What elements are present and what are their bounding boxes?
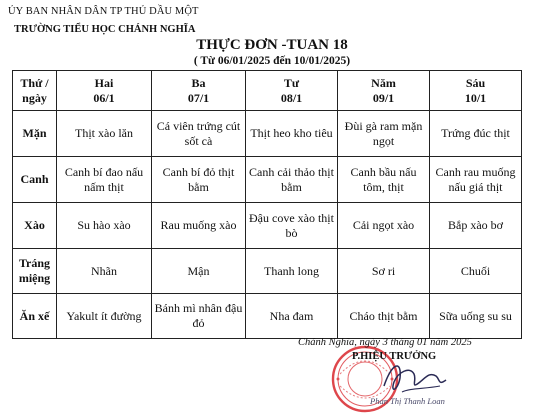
- corner-bottom: ngày: [22, 90, 47, 105]
- day-header-fri: [430, 71, 522, 111]
- principal-signature: [380, 356, 450, 398]
- menu-cell: Thịt xào lăn: [57, 111, 152, 157]
- row-label: Tráng miệng: [13, 249, 57, 294]
- menu-cell: Canh bí đao nấu nấm thịt: [57, 157, 152, 203]
- row-label: Xào: [13, 203, 57, 249]
- menu-cell: Nhãn: [57, 249, 152, 294]
- day-date: 10/1: [464, 90, 487, 105]
- corner-top: Thứ /: [20, 75, 49, 90]
- menu-cell: Sơ ri: [338, 249, 430, 294]
- menu-cell: Chuối: [430, 249, 522, 294]
- menu-cell: Thịt heo kho tiêu: [246, 111, 338, 157]
- weekly-menu-table: [12, 70, 522, 339]
- school-name: TRƯỜNG TIỂU HỌC CHÁNH NGHĨA: [14, 24, 196, 35]
- menu-cell: Canh rau muống nấu giá thịt: [430, 157, 522, 203]
- table-row: [13, 294, 522, 339]
- row-label: Ăn xế: [13, 294, 57, 339]
- menu-cell: Nha đam: [246, 294, 338, 339]
- menu-cell: Canh cải thảo thịt bằm: [246, 157, 338, 203]
- day-header-wed: [246, 71, 338, 111]
- menu-date-range: ( Từ 06/01/2025 đến 10/01/2025): [193, 55, 351, 67]
- day-name: Hai: [94, 75, 114, 90]
- menu-cell: Yakult ít đường: [57, 294, 152, 339]
- day-name: Ba: [191, 75, 206, 90]
- menu-cell: Su hào xào: [57, 203, 152, 249]
- day-name: Tư: [283, 75, 300, 90]
- menu-cell: Cháo thịt bằm: [338, 294, 430, 339]
- day-date: 08/1: [280, 90, 303, 105]
- menu-cell: Sữa uống su su: [430, 294, 522, 339]
- row-label: Canh: [13, 157, 57, 203]
- authority-name: ỦY BAN NHÂN DÂN TP THỦ DẦU MỘT: [8, 6, 199, 17]
- menu-cell: Cá viên trứng cút sốt cà: [152, 111, 246, 157]
- table-row: [13, 249, 522, 294]
- table-row: [13, 203, 522, 249]
- menu-cell: Rau muống xào: [152, 203, 246, 249]
- signer-role: P.HIỆU TRƯỞNG: [352, 351, 437, 362]
- menu-cell: Đùi gà ram mặn ngọt: [338, 111, 430, 157]
- day-date: 09/1: [372, 90, 395, 105]
- menu-cell: Canh bầu nấu tôm, thịt: [338, 157, 430, 203]
- signing-place-date: Chánh Nghĩa, ngày 3 tháng 01 năm 2025: [298, 337, 472, 348]
- day-date: 07/1: [187, 90, 210, 105]
- menu-cell: Bắp xào bơ: [430, 203, 522, 249]
- table-row: [13, 111, 522, 157]
- menu-cell: Đậu cove xào thịt bò: [246, 203, 338, 249]
- table-header-row: [13, 71, 522, 111]
- menu-cell: Thanh long: [246, 249, 338, 294]
- menu-cell: Mận: [152, 249, 246, 294]
- day-name: Năm: [371, 75, 396, 90]
- row-label: Mặn: [13, 111, 57, 157]
- menu-title: THỰC ĐƠN -TUAN 18: [196, 37, 348, 53]
- menu-cell: Canh bí đỏ thịt bằm: [152, 157, 246, 203]
- day-name: Sáu: [465, 75, 486, 90]
- signer-name: Phan Thị Thanh Loan: [370, 396, 445, 406]
- corner-cell: [13, 71, 57, 111]
- table-row: [13, 157, 522, 203]
- day-header-mon: [57, 71, 152, 111]
- menu-cell: Trứng đúc thịt: [430, 111, 522, 157]
- day-header-thu: [338, 71, 430, 111]
- menu-cell: Bánh mì nhân đậu đỏ: [152, 294, 246, 339]
- day-date: 06/1: [93, 90, 115, 105]
- day-header-tue: [152, 71, 246, 111]
- signature-icon: [380, 356, 450, 398]
- menu-cell: Cải ngọt xào: [338, 203, 430, 249]
